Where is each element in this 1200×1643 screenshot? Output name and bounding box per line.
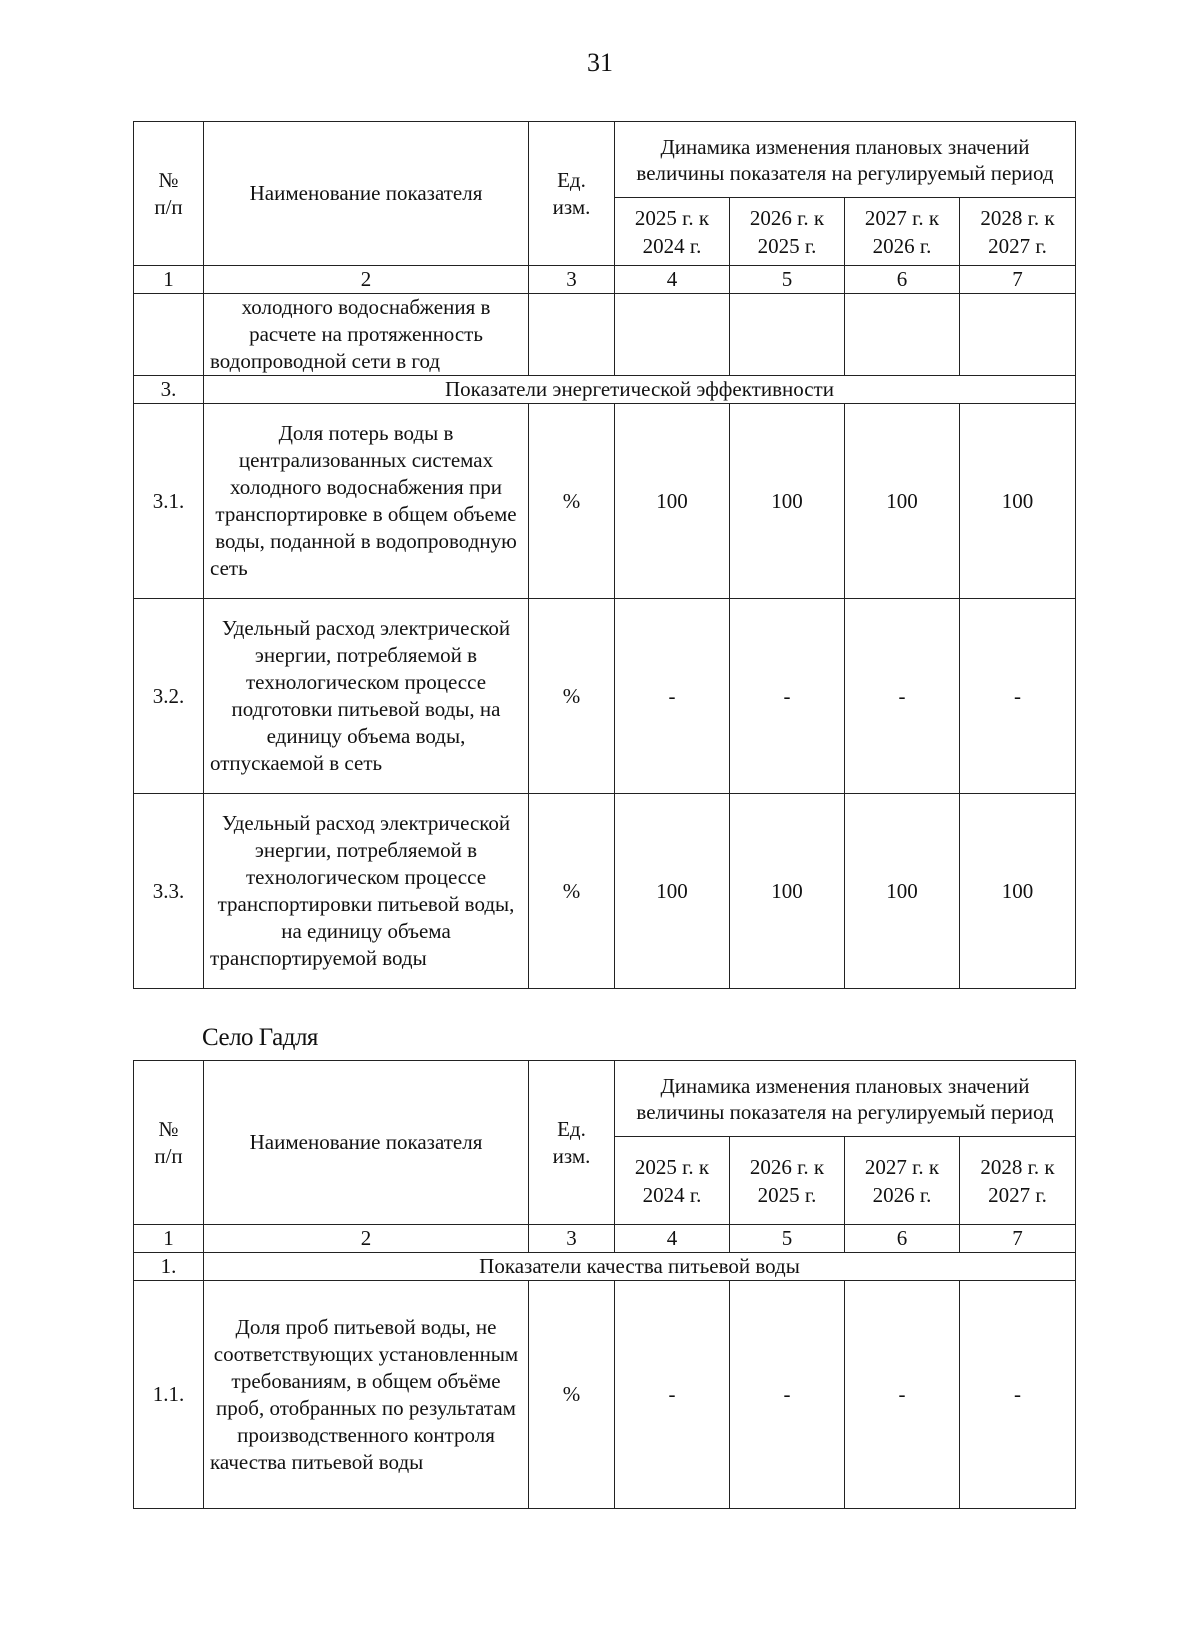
row-value: - [615, 599, 730, 794]
indicators-table-1 [133, 121, 1076, 989]
header-year-4 [960, 1137, 1076, 1225]
row-value: 100 [615, 404, 730, 599]
col-number: 1 [134, 1225, 204, 1253]
header-num-symbol: № [158, 167, 179, 192]
row-value [615, 294, 730, 376]
section-heading: Село Гадля [202, 1024, 318, 1051]
col-number: 1 [134, 266, 204, 294]
row-value [960, 294, 1076, 376]
year-2-to: 2025 г. [757, 233, 817, 258]
row-value: - [730, 1281, 845, 1509]
row-unit: % [529, 404, 615, 599]
header-dynamics-cell: Динамика изменения плановых значений величины показателя на регулируемый период [615, 122, 1076, 198]
year-4-from: 2028 г. к [980, 1154, 1055, 1179]
year-1-from: 2025 г. к [634, 205, 710, 230]
header-year-3 [845, 198, 960, 266]
year-2-from: 2026 г. к [749, 205, 825, 230]
header-year-3 [845, 1137, 960, 1225]
header-unit-cell [529, 1061, 615, 1225]
year-1-from: 2025 г. к [634, 1154, 710, 1179]
col-number: 7 [960, 1225, 1076, 1253]
row-num [134, 294, 204, 376]
header-num-cell [134, 122, 204, 266]
table-row [134, 294, 1076, 376]
header-year-1 [615, 198, 730, 266]
row-unit: % [529, 1281, 615, 1509]
row-name: Удельный расход электрической энергии, потребляемой в технологическом процессе подготовки питьевой воды, на единицу объема воды, отпускаемой в сеть [204, 599, 529, 794]
year-4-to: 2027 г. [988, 233, 1047, 258]
page-number: 31 [587, 48, 613, 77]
year-4-from: 2028 г. к [980, 205, 1055, 230]
year-4-to: 2027 г. [988, 1182, 1047, 1207]
row-value [730, 294, 845, 376]
col-number: 6 [845, 266, 960, 294]
row-value: 100 [960, 404, 1076, 599]
row-name: Доля проб питьевой воды, не соответствующих установленным требованиям, в общем объёме проб, отобранных по результатам производственного контроля качества питьевой воды [204, 1281, 529, 1509]
row-value: - [845, 599, 960, 794]
section-num: 3. [134, 376, 204, 404]
header-year-2 [730, 198, 845, 266]
year-2-to: 2025 г. [757, 1182, 817, 1207]
col-number: 5 [730, 266, 845, 294]
row-num: 3.1. [134, 404, 204, 599]
header-name-cell: Наименование показателя [204, 122, 529, 266]
table-row [134, 1281, 1076, 1509]
row-unit [529, 294, 615, 376]
section-row [134, 376, 1076, 404]
col-number: 4 [615, 1225, 730, 1253]
header-unit-line-2: изм. [552, 194, 591, 219]
row-value: 100 [730, 794, 845, 989]
header-unit-cell [529, 122, 615, 266]
table-row [134, 404, 1076, 599]
header-num-cell [134, 1061, 204, 1225]
header-year-2 [730, 1137, 845, 1225]
header-year-1 [615, 1137, 730, 1225]
section-title: Показатели качества питьевой воды [204, 1253, 1076, 1281]
year-1-to: 2024 г. [642, 233, 702, 258]
table-row [134, 794, 1076, 989]
row-value: - [615, 1281, 730, 1509]
row-value: - [960, 599, 1076, 794]
row-value: 100 [960, 794, 1076, 989]
row-value: 100 [730, 404, 845, 599]
row-name: Удельный расход электрической энергии, потребляемой в технологическом процессе транспортировки питьевой воды, на единицу объема транспортируемой воды [204, 794, 529, 989]
table-row [134, 599, 1076, 794]
col-number: 4 [615, 266, 730, 294]
row-value: - [845, 1281, 960, 1509]
col-number: 2 [204, 1225, 529, 1253]
col-number: 7 [960, 266, 1076, 294]
year-2-from: 2026 г. к [749, 1154, 825, 1179]
col-number: 3 [529, 266, 615, 294]
year-3-to: 2026 г. [872, 1182, 932, 1207]
year-1-to: 2024 г. [642, 1182, 702, 1207]
row-name-continuation: холодного водоснабжения в расчете на протяженность водопроводной сети в год [204, 294, 529, 376]
header-unit-line-1: Ед. [557, 1116, 586, 1141]
col-number: 2 [204, 266, 529, 294]
col-number: 3 [529, 1225, 615, 1253]
header-year-4 [960, 198, 1076, 266]
row-value: 100 [845, 404, 960, 599]
header-num-label: п/п [154, 194, 183, 219]
col-number: 6 [845, 1225, 960, 1253]
header-num-label: п/п [154, 1143, 183, 1168]
row-name: Доля потерь воды в централизованных системах холодного водоснабжения при транспортировке в общем объеме воды, поданной в водопроводную сеть [204, 404, 529, 599]
section-num: 1. [134, 1253, 204, 1281]
row-num: 3.2. [134, 599, 204, 794]
row-unit: % [529, 599, 615, 794]
indicators-table-2 [133, 1060, 1076, 1509]
row-num: 1.1. [134, 1281, 204, 1509]
header-unit-line-2: изм. [552, 1143, 591, 1168]
year-3-from: 2027 г. к [864, 1154, 940, 1179]
header-num-symbol: № [158, 1116, 179, 1141]
row-unit: % [529, 794, 615, 989]
header-name-cell: Наименование показателя [204, 1061, 529, 1225]
section-row [134, 1253, 1076, 1281]
header-dynamics-cell: Динамика изменения плановых значений величины показателя на регулируемый период [615, 1061, 1076, 1137]
header-unit-line-1: Ед. [557, 167, 586, 192]
year-3-to: 2026 г. [872, 233, 932, 258]
col-number: 5 [730, 1225, 845, 1253]
row-value [845, 294, 960, 376]
row-value: 100 [845, 794, 960, 989]
year-3-from: 2027 г. к [864, 205, 940, 230]
section-title: Показатели энергетической эффективности [204, 376, 1076, 404]
row-value: 100 [615, 794, 730, 989]
row-value: - [960, 1281, 1076, 1509]
row-num: 3.3. [134, 794, 204, 989]
row-value: - [730, 599, 845, 794]
